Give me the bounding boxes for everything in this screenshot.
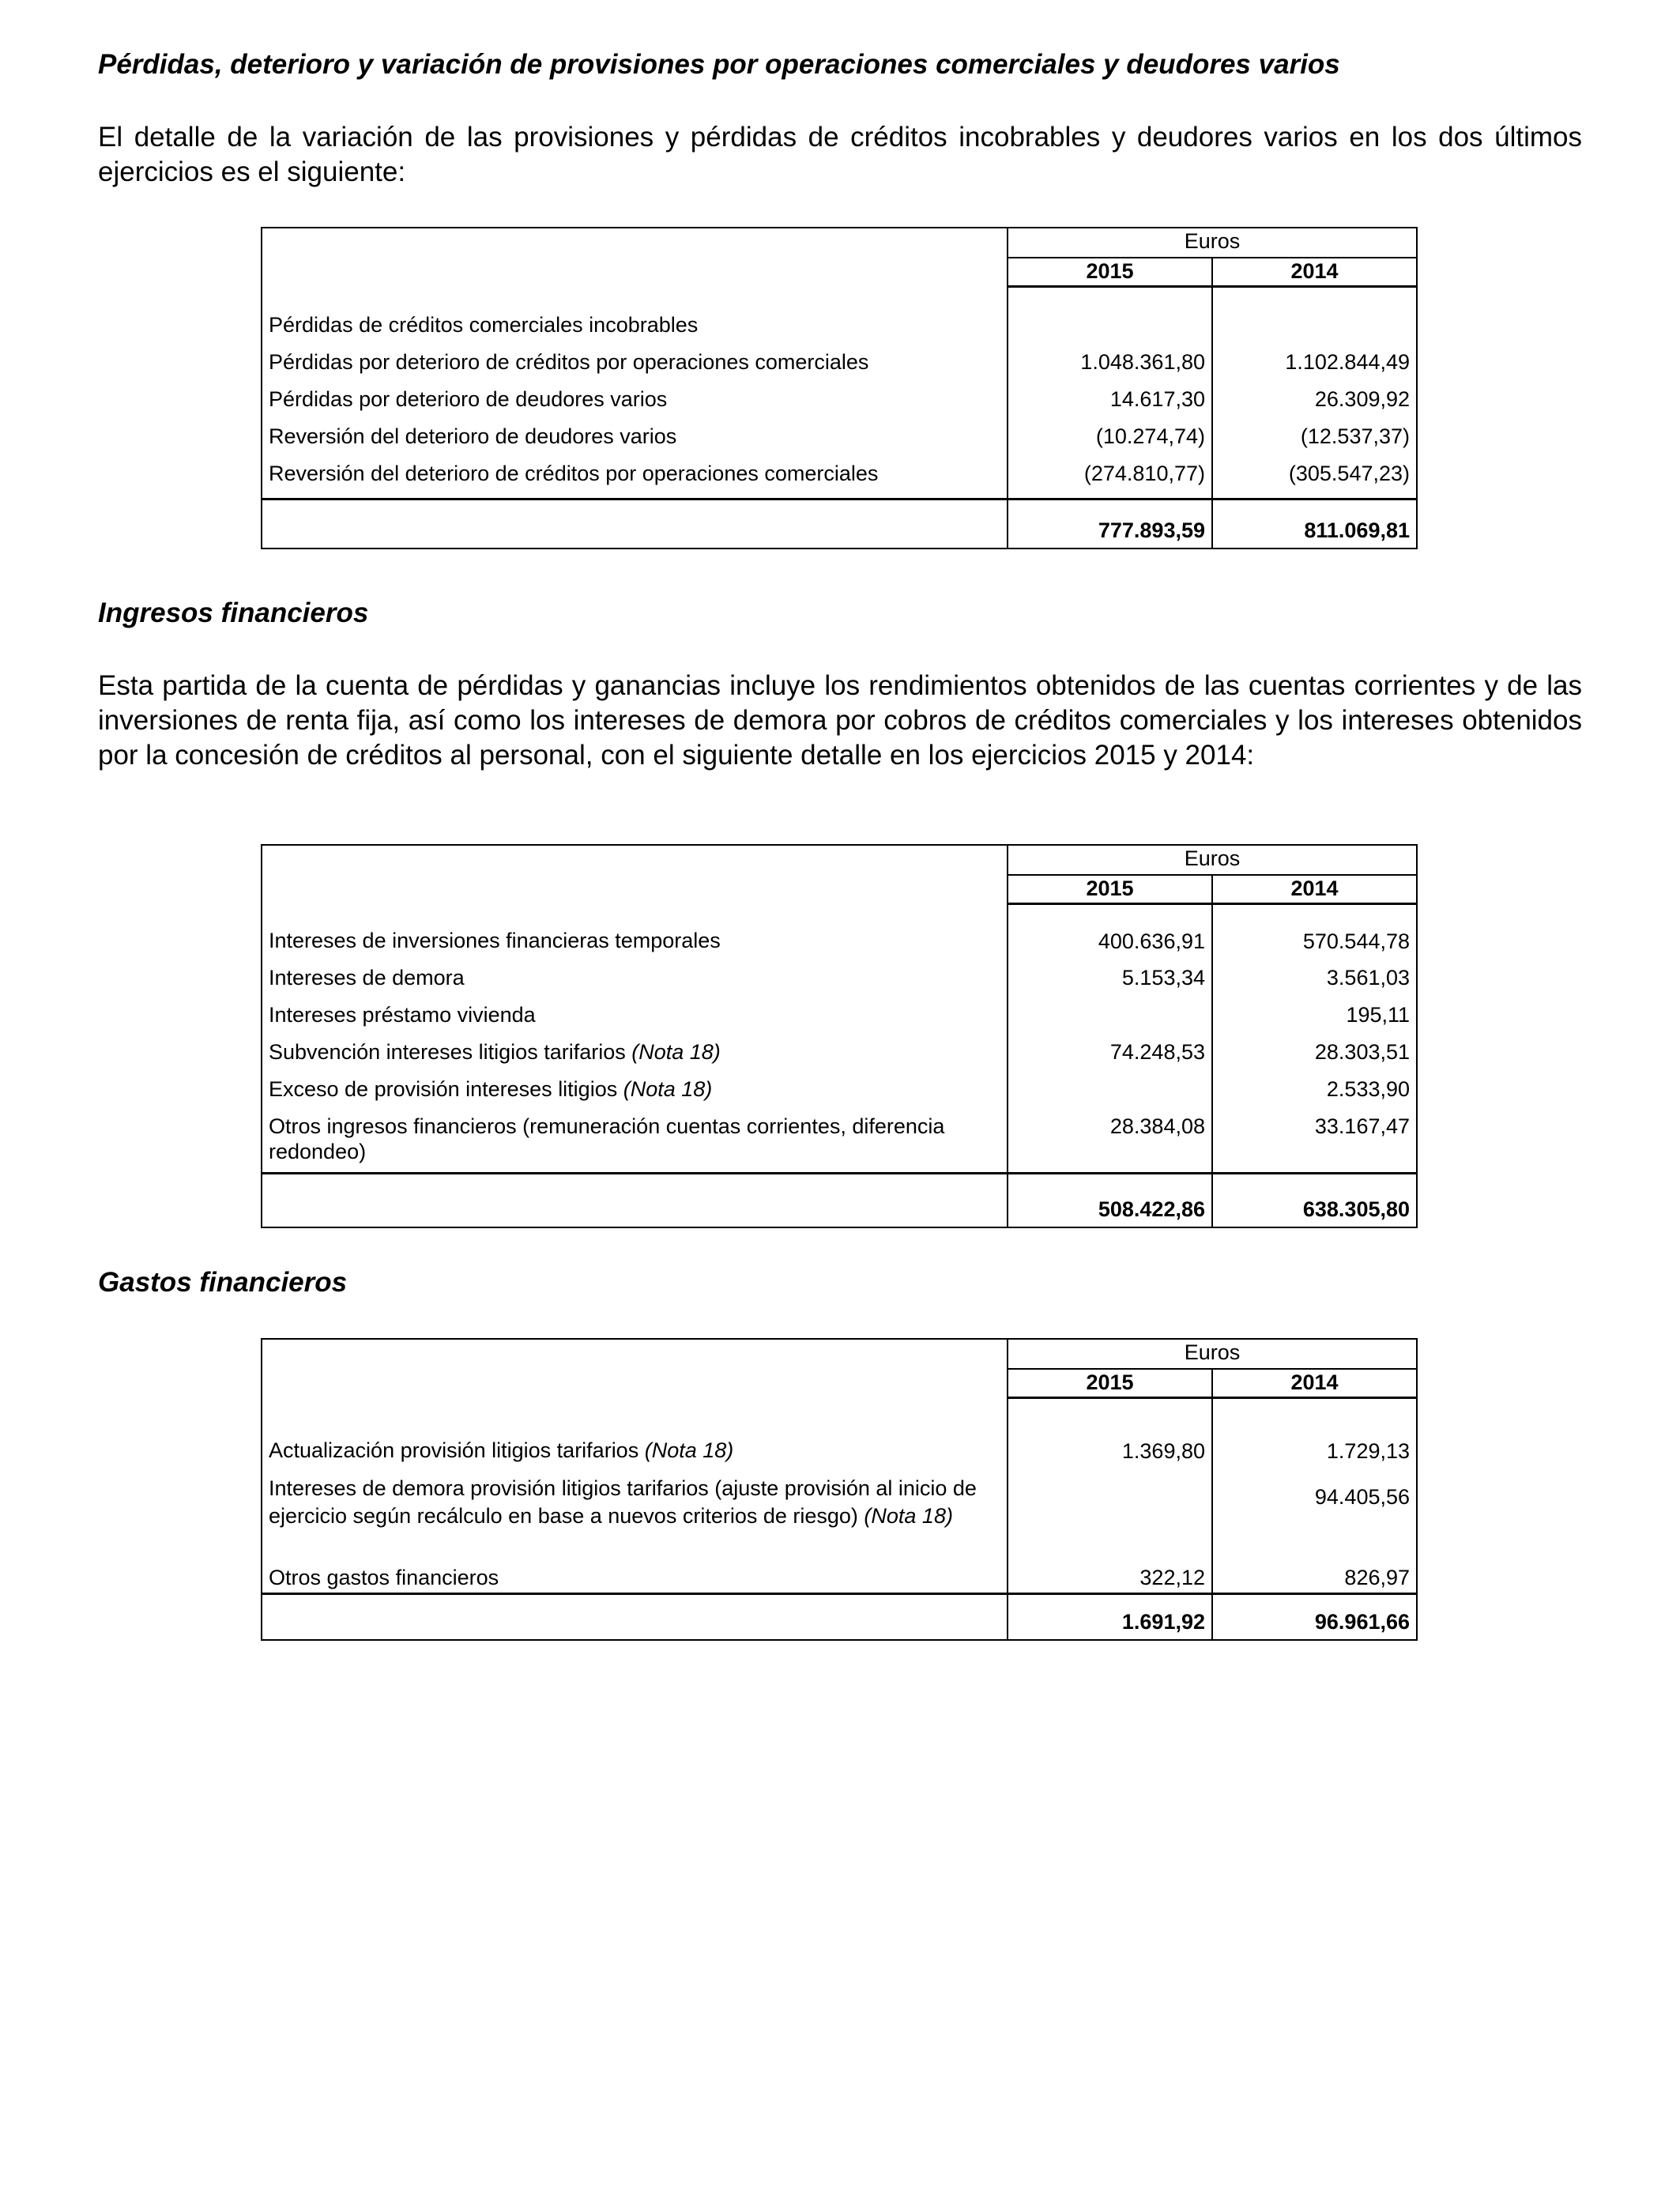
table-row [262,1002,1417,1039]
table-row [262,965,1417,1002]
total-2014: 638.305,80 [1212,1173,1417,1227]
table-row [262,1039,1417,1076]
table-header-empty [262,845,1008,904]
total-label-empty [262,1593,1008,1640]
row-label: Intereses de demora provisión litigios tarifarios (ajuste provisión al inicio de ejercicio según recálculo en base a nuevos criterios de riesgo) (Nota 18) [262,1475,1008,1565]
table-header-empty [262,1339,1008,1398]
value-2014: 94.405,56 [1212,1475,1417,1565]
total-2015: 508.422,86 [1008,1173,1212,1227]
row-label: Pérdidas por deterioro de créditos por operaciones comerciales [262,349,1008,386]
total-2015: 777.893,59 [1008,499,1212,548]
table-row [262,1398,1417,1475]
value-2015: 74.248,53 [1008,1039,1212,1076]
value-2015: 5.153,34 [1008,965,1212,1002]
section-paragraph-ingresos: Esta partida de la cuenta de pérdidas y ganancias incluye los rendimientos obtenidos de las cuentas corrientes y de las inversiones de renta fija, así como los intereses de demora por cobros de créditos comerciales y los intereses obtenidos por la concesión de créditos al personal, con el siguiente detalle en los ejercicios 2015 y 2014: [98,670,1582,771]
total-label-empty [262,499,1008,548]
table-total-row [262,1593,1417,1640]
section-title-perdidas: Pérdidas, deterioro y variación de provisiones por operaciones comerciales y deudores varios [98,49,1340,80]
row-label: Reversión del deterioro de deudores varios [262,424,1008,461]
table-total-row [262,499,1417,548]
table-row [262,1076,1417,1114]
row-label: Intereses de inversiones financieras temporales [262,904,1008,965]
table-row [262,1565,1417,1594]
year-header-2014: 2014 [1212,1369,1417,1398]
currency-header: Euros [1008,1339,1417,1369]
table-row [262,1114,1417,1174]
total-2015: 1.691,92 [1008,1593,1212,1640]
currency-header: Euros [1008,228,1417,258]
table-row [262,424,1417,461]
value-2015 [1008,1076,1212,1114]
row-label: Exceso de provisión intereses litigios (Nota 18) [262,1076,1008,1114]
row-label: Actualización provisión litigios tarifarios (Nota 18) [262,1398,1008,1475]
value-2014: 195,11 [1212,1002,1417,1039]
table-row [262,1475,1417,1565]
row-label: Otros ingresos financieros (remuneración cuentas corrientes, diferencia redondeo) [262,1114,1008,1174]
value-2014: 26.309,92 [1212,386,1417,424]
year-header-2015: 2015 [1008,1369,1212,1398]
row-label: Pérdidas de créditos comerciales incobrables [262,287,1008,349]
value-2015 [1008,1475,1212,1565]
table-gastos-financieros [261,1338,1418,1641]
table-row [262,386,1417,424]
value-2015: 322,12 [1008,1565,1212,1594]
table-row [262,461,1417,499]
value-2015: 14.617,30 [1008,386,1212,424]
value-2014: 826,97 [1212,1565,1417,1594]
year-header-2014: 2014 [1212,875,1417,904]
value-2014: 28.303,51 [1212,1039,1417,1076]
value-2014: 3.561,03 [1212,965,1417,1002]
year-header-2014: 2014 [1212,258,1417,287]
table-ingresos-financieros [261,844,1418,1228]
row-label: Otros gastos financieros [262,1565,1008,1594]
section-paragraph-perdidas: El detalle de la variación de las provisiones y pérdidas de créditos incobrables y deudores varios en los dos últimos ejercicios es el siguiente: [98,122,1582,187]
value-2014: (305.547,23) [1212,461,1417,499]
section-title-gastos: Gastos financieros [98,1267,348,1298]
value-2014: (12.537,37) [1212,424,1417,461]
table-row [262,904,1417,965]
value-2015 [1008,287,1212,349]
value-2015: 1.369,80 [1008,1398,1212,1475]
value-2014: 33.167,47 [1212,1114,1417,1174]
section-title-ingresos: Ingresos financieros [98,598,369,628]
table-total-row [262,1173,1417,1227]
table-row [262,287,1417,349]
value-2015: (274.810,77) [1008,461,1212,499]
value-2014: 1.729,13 [1212,1398,1417,1475]
currency-header: Euros [1008,845,1417,875]
value-2015: 1.048.361,80 [1008,349,1212,386]
row-label: Reversión del deterioro de créditos por operaciones comerciales [262,461,1008,499]
table-header-empty [262,228,1008,287]
total-label-empty [262,1173,1008,1227]
row-label: Intereses préstamo vivienda [262,1002,1008,1039]
row-label: Subvención intereses litigios tarifarios (Nota 18) [262,1039,1008,1076]
table-perdidas-deterioro [261,227,1418,549]
value-2015: (10.274,74) [1008,424,1212,461]
value-2014 [1212,287,1417,349]
total-2014: 96.961,66 [1212,1593,1417,1640]
year-header-2015: 2015 [1008,258,1212,287]
value-2015 [1008,1002,1212,1039]
value-2014: 1.102.844,49 [1212,349,1417,386]
total-2014: 811.069,81 [1212,499,1417,548]
value-2015: 400.636,91 [1008,904,1212,965]
value-2014: 2.533,90 [1212,1076,1417,1114]
row-label: Intereses de demora [262,965,1008,1002]
row-label: Pérdidas por deterioro de deudores varios [262,386,1008,424]
value-2015: 28.384,08 [1008,1114,1212,1174]
table-row [262,349,1417,386]
value-2014: 570.544,78 [1212,904,1417,965]
year-header-2015: 2015 [1008,875,1212,904]
